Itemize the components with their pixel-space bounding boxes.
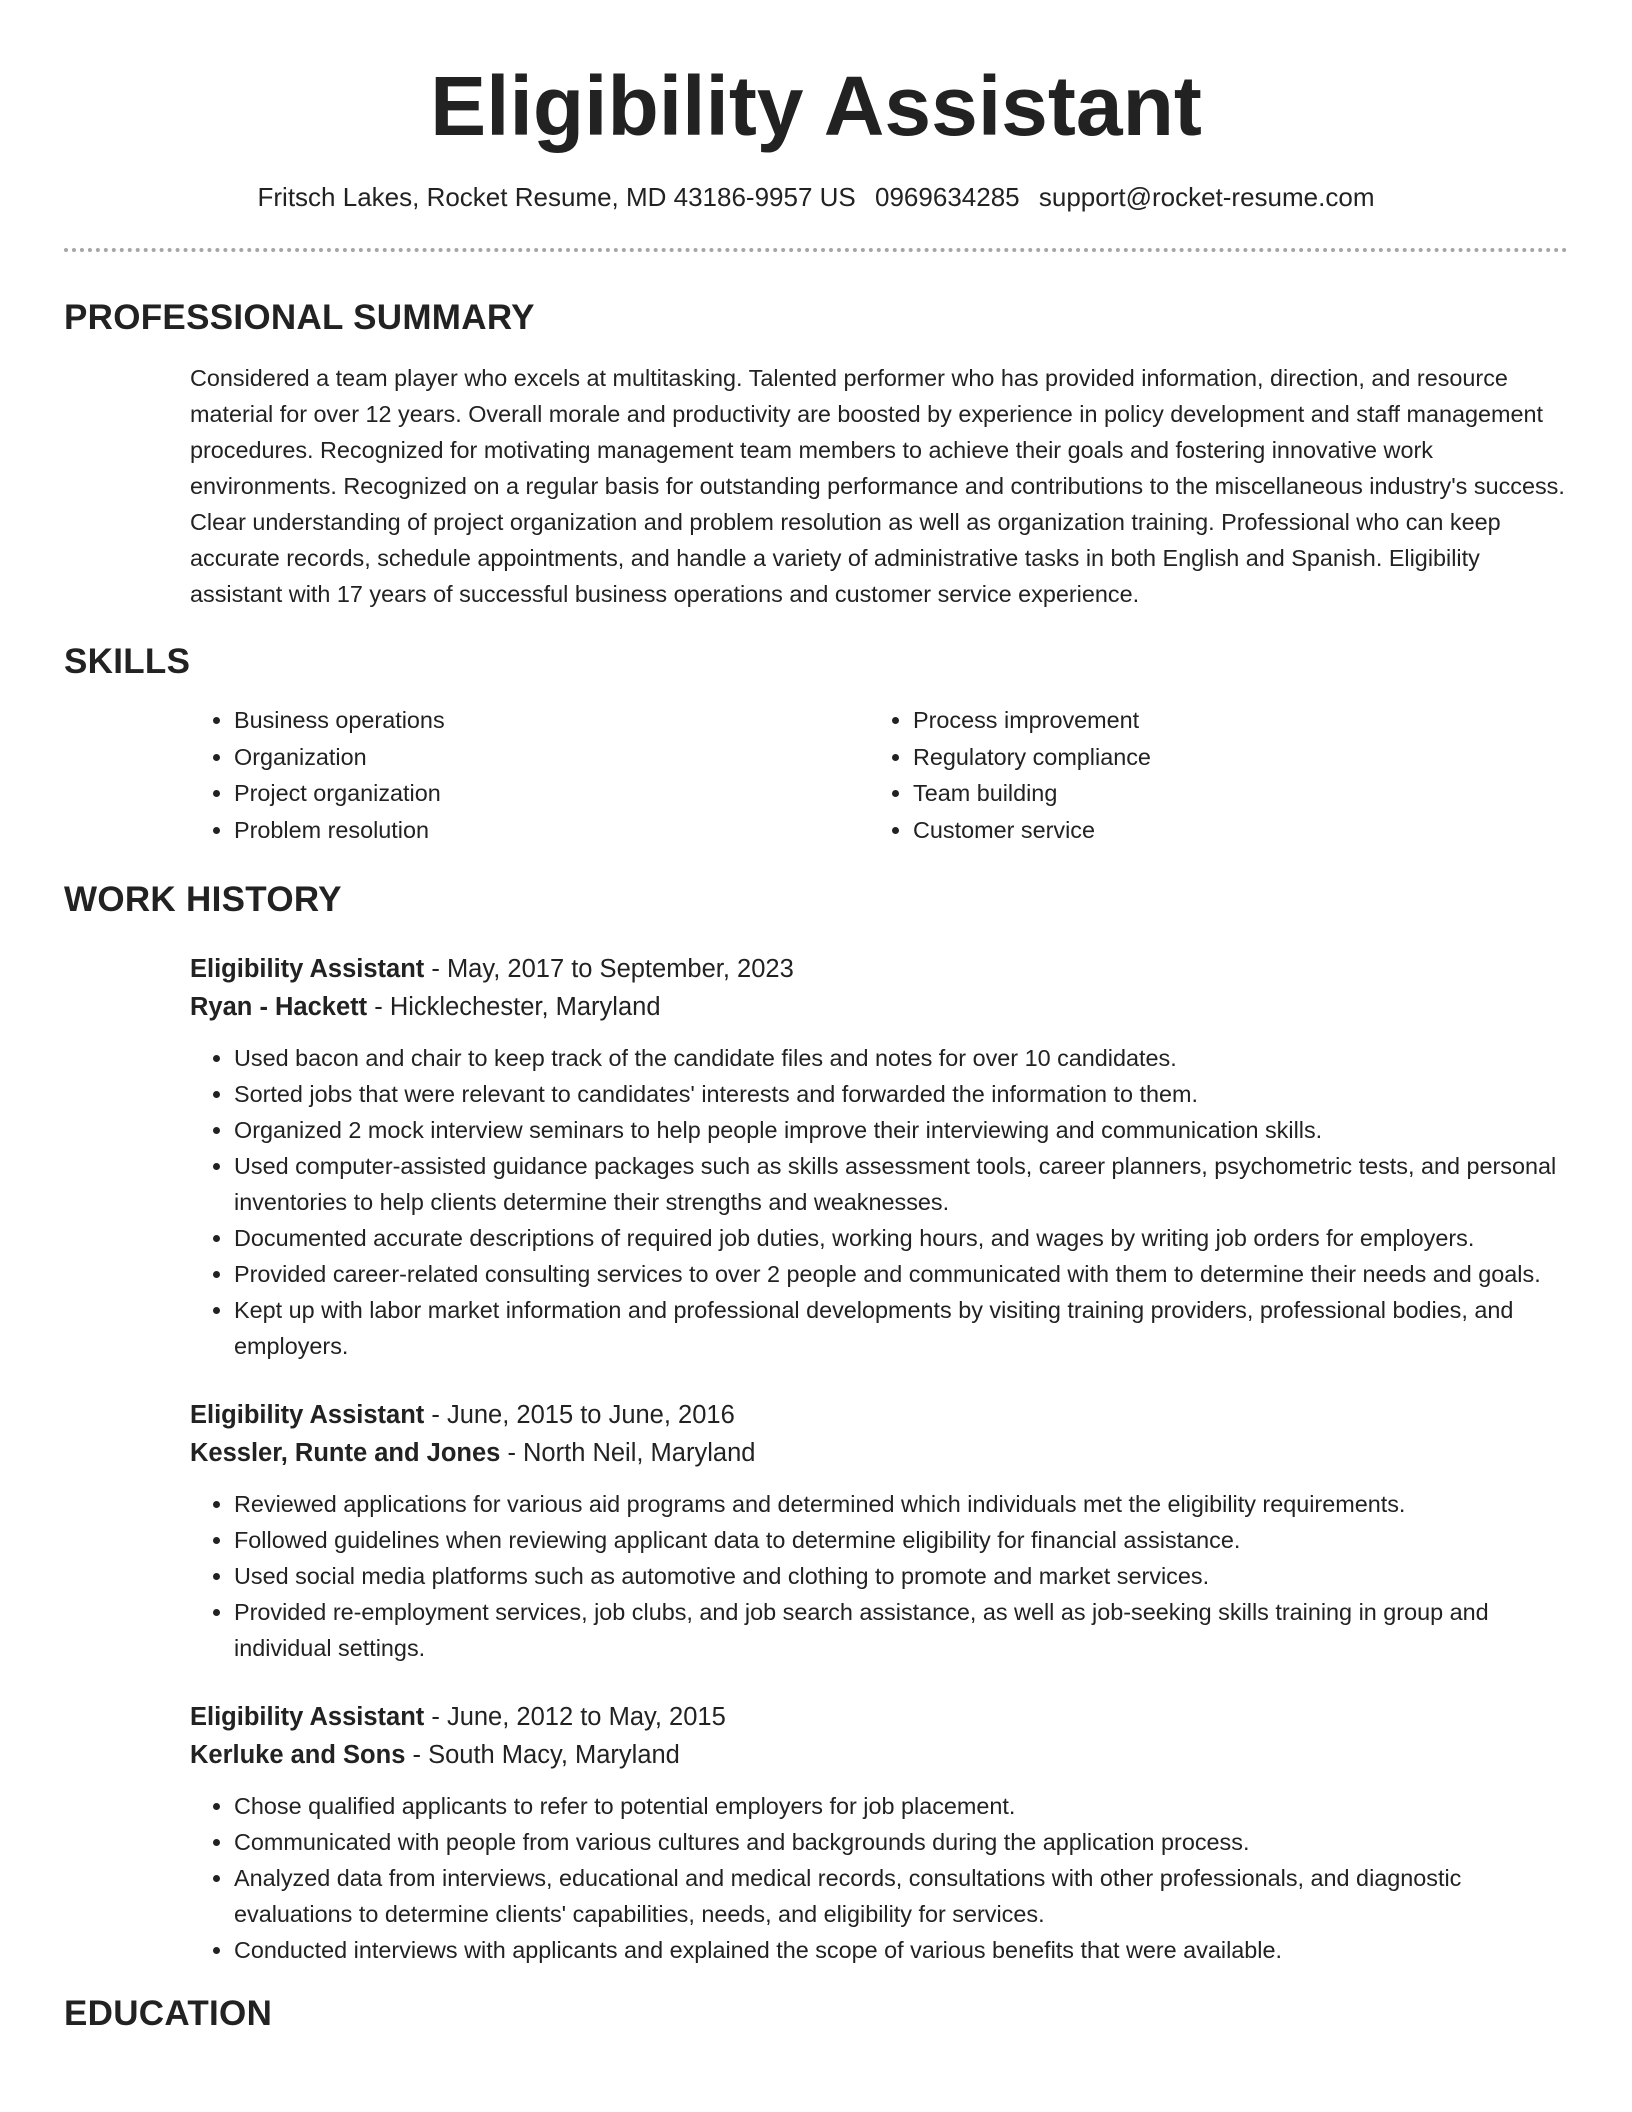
job-dates: - May, 2017 to September, 2023 xyxy=(424,955,794,983)
skills-section xyxy=(64,640,1568,848)
job-bullet: • Used social media platforms such as automotive and clothing to promote and market services. xyxy=(234,1558,1568,1594)
job-bullet: • Communicated with people from various cultures and backgrounds during the application process. xyxy=(234,1824,1568,1860)
job-title: Eligibility Assistant xyxy=(190,1703,425,1731)
work-history-section xyxy=(64,878,1568,1968)
job-title-line xyxy=(190,1396,1568,1434)
skill-item: • Organization xyxy=(234,739,869,776)
skills-list-left xyxy=(190,702,869,848)
job-title-line xyxy=(190,1698,1568,1736)
skill-item: • Problem resolution xyxy=(234,812,869,849)
skills-columns xyxy=(190,702,1568,848)
job-bullets xyxy=(190,1486,1568,1666)
job-bullet: • Kept up with labor market information and professional developments by visiting training providers, professional bodies, and employers. xyxy=(234,1292,1568,1364)
job-entry xyxy=(190,950,1568,1364)
job-bullet: • Chose qualified applicants to refer to potential employers for job placement. xyxy=(234,1788,1568,1824)
work-history-heading: WORK HISTORY xyxy=(64,880,342,919)
skill-item: • Business operations xyxy=(234,702,869,739)
education-heading: EDUCATION xyxy=(64,1994,273,2033)
summary-section xyxy=(64,296,1568,612)
skills-list-right xyxy=(869,702,1548,848)
job-company: Kerluke and Sons xyxy=(190,1741,406,1769)
job-company-line xyxy=(190,988,1568,1026)
job-bullet: • Organized 2 mock interview seminars to help people improve their interviewing and communication skills. xyxy=(234,1112,1568,1148)
contact-phone: 0969634285 xyxy=(875,182,1020,212)
job-bullet: • Analyzed data from interviews, educational and medical records, consultations with other professionals, and diagnostic evaluations to determine clients' capabilities, needs, and eligibility for services. xyxy=(234,1860,1568,1932)
skill-item: • Team building xyxy=(913,775,1548,812)
summary-heading: PROFESSIONAL SUMMARY xyxy=(64,298,535,337)
skill-item: • Customer service xyxy=(913,812,1548,849)
job-company-line xyxy=(190,1434,1568,1472)
header-divider xyxy=(64,248,1568,252)
job-company: Kessler, Runte and Jones xyxy=(190,1439,501,1467)
job-bullets xyxy=(190,1788,1568,1968)
job-bullet: • Documented accurate descriptions of required job duties, working hours, and wages by writing job orders for employers. xyxy=(234,1220,1568,1256)
job-dates: - June, 2012 to May, 2015 xyxy=(424,1703,726,1731)
skill-item: • Regulatory compliance xyxy=(913,739,1548,776)
job-bullet: • Followed guidelines when reviewing applicant data to determine eligibility for financial assistance. xyxy=(234,1522,1568,1558)
job-title: Eligibility Assistant xyxy=(190,1401,425,1429)
job-bullet: • Provided re-employment services, job clubs, and job search assistance, as well as job-seeking skills training in group and individual settings. xyxy=(234,1594,1568,1666)
candidate-name: Eligibility Assistant xyxy=(430,59,1202,153)
resume-page xyxy=(64,0,1568,2036)
skills-heading: SKILLS xyxy=(64,642,191,681)
job-entry xyxy=(190,1698,1568,1968)
skill-item: • Process improvement xyxy=(913,702,1548,739)
job-dates: - June, 2015 to June, 2016 xyxy=(424,1401,735,1429)
job-bullet: • Used bacon and chair to keep track of the candidate files and notes for over 10 candidates. xyxy=(234,1040,1568,1076)
job-bullet: • Used computer-assisted guidance packages such as skills assessment tools, career planners, psychometric tests, and personal inventories to help clients determine their strengths and weaknesses. xyxy=(234,1148,1568,1220)
job-location: - Hicklechester, Maryland xyxy=(367,993,661,1021)
job-location: - South Macy, Maryland xyxy=(405,1741,680,1769)
contact-address: Fritsch Lakes, Rocket Resume, MD 43186-9957 US xyxy=(257,182,856,212)
summary-text: Considered a team player who excels at multitasking. Talented performer who has provided information, direction, and resource material for over 12 years. Overall morale and productivity are boosted by experience in policy development and staff management procedures. Recognized for motivating management team members to achieve their goals and fostering innovative work environments. Recognized on a regular basis for outstanding performance and contributions to the miscellaneous industry's success. Clear understanding of project organization and problem resolution as well as organization training. Professional who can keep accurate records, schedule appointments, and handle a variety of administrative tasks in both English and Spanish. Eligibility assistant with 17 years of successful business operations and customer service experience. xyxy=(190,365,1565,607)
contact-email: support@rocket-resume.com xyxy=(1038,182,1375,212)
job-bullet: • Reviewed applications for various aid programs and determined which individuals met the eligibility requirements. xyxy=(234,1486,1568,1522)
job-title-line xyxy=(190,950,1568,988)
job-bullets xyxy=(190,1040,1568,1364)
job-bullet: • Provided career-related consulting services to over 2 people and communicated with them to determine their needs and goals. xyxy=(234,1256,1568,1292)
job-location: - North Neil, Maryland xyxy=(500,1439,756,1467)
job-bullet: • Conducted interviews with applicants and explained the scope of various benefits that were available. xyxy=(234,1932,1568,1968)
skill-item: • Project organization xyxy=(234,775,869,812)
contact-line xyxy=(64,180,1568,214)
job-company-line xyxy=(190,1736,1568,1774)
job-entry xyxy=(190,1396,1568,1666)
education-section xyxy=(64,1992,1568,2036)
job-title: Eligibility Assistant xyxy=(190,955,425,983)
job-company: Ryan - Hackett xyxy=(190,993,368,1021)
job-bullet: • Sorted jobs that were relevant to candidates' interests and forwarded the information to them. xyxy=(234,1076,1568,1112)
